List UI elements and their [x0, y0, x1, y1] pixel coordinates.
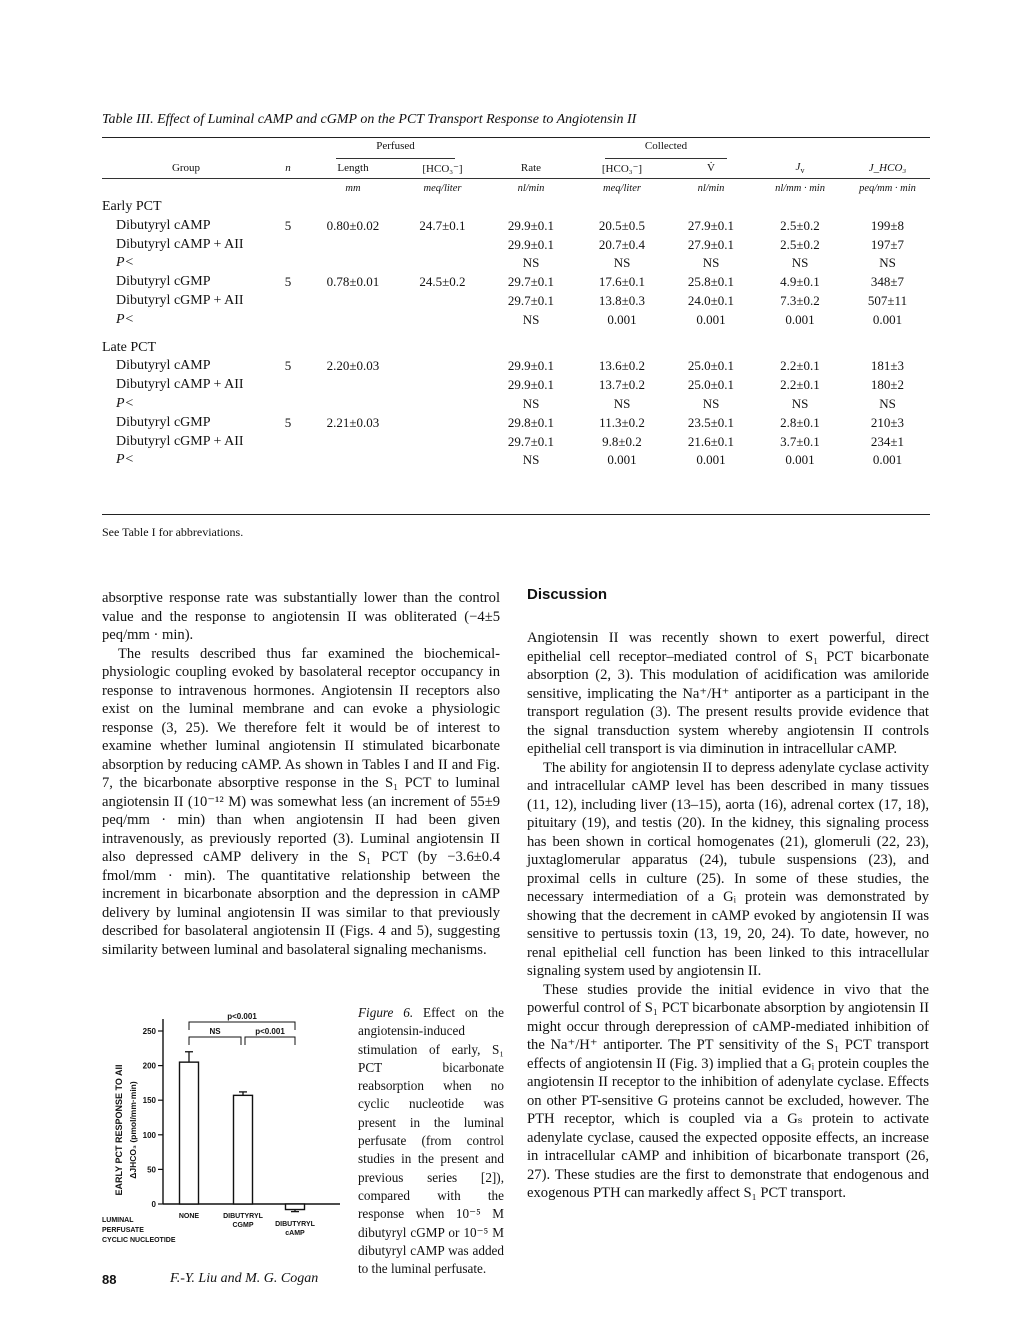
table-cell: 25.0±0.1: [687, 377, 735, 393]
significance-label: NS: [209, 1027, 221, 1036]
table-cell: 0.001: [607, 311, 637, 327]
table-cell: NS: [522, 452, 540, 468]
paragraph: Angiotensin II was recently shown to exert powerful, direct epithelial cell receptor–mediated control of S₁ PCT bicarbonate absorption (2, 3). This modulation of acidification was amiloride sensitive, implicating the Na⁺/H⁺ antiporter as a participant in the transport regulation (3). The present results provide evidence that the signal transduction system whereby angiotensin II controls epithelial cell transport is via diminution in intracellular cAMP.: [527, 630, 929, 757]
table-cell: [306, 376, 400, 395]
table-cell: 5: [284, 217, 292, 233]
table-cell: 9.8±0.2: [602, 433, 642, 449]
table-cell: 0.001: [696, 452, 726, 468]
group-header-perfused: Perfused: [336, 140, 455, 159]
left-column-text: [102, 589, 500, 959]
running-footer-authors: F.-Y. Liu and M. G. Cogan: [170, 1271, 319, 1286]
table-cell: NS: [879, 255, 896, 271]
table-cell: Dibutyryl cGMP: [116, 414, 211, 430]
table-cell: 0.001: [872, 452, 903, 468]
table-cell: 2.8±0.1: [780, 414, 820, 430]
table-cell: 5: [284, 358, 292, 374]
table-cell: 4.9±0.1: [780, 274, 820, 290]
table-cell: NS: [879, 395, 896, 411]
table-cell: Dibutyryl cGMP + AII: [116, 292, 244, 308]
table-row: [102, 357, 930, 376]
table-cell: 24.5±0.2: [419, 274, 466, 290]
table-cell: [306, 432, 400, 451]
table-cell: 5: [284, 274, 292, 290]
paragraph: absorptive response rate was substantially lower than the control value and the response to angiotensin II was obliterated (−4±5 peq/mm · min).: [102, 590, 500, 643]
table-cell: 29.7±0.1: [507, 433, 555, 449]
table-cell: 13.8±0.3: [598, 292, 646, 308]
table-cell: 27.9±0.1: [687, 236, 735, 252]
significance-label: p<0.001: [227, 1012, 257, 1021]
table-cell: 7.3±0.2: [780, 292, 820, 308]
table-cell: 11.3±0.2: [599, 414, 645, 430]
table-cell: [270, 451, 306, 470]
table-cell: [270, 432, 306, 451]
category-label: NONE: [178, 1213, 200, 1220]
table-cell: [400, 413, 485, 432]
unit-header: meq/liter: [603, 182, 641, 194]
table-cell: 29.9±0.1: [507, 377, 555, 393]
table-top-rule: [102, 137, 930, 138]
group-header-collected: Collected: [605, 140, 727, 159]
table-cell: 348±7: [870, 274, 905, 290]
table-cell: [400, 395, 485, 414]
column-header: $J_v$: [795, 161, 805, 176]
table-cell: 17.6±0.1: [598, 274, 646, 290]
table-cell: 20.7±0.4: [598, 236, 646, 252]
table-cell: [400, 292, 485, 311]
table-cell: 2.2±0.1: [780, 358, 820, 374]
table-cell: NS: [702, 255, 720, 271]
section-row: [102, 198, 930, 217]
page-number: 88: [102, 1272, 117, 1287]
table-cell: 197±7: [870, 236, 905, 252]
table-cell: [270, 254, 306, 273]
table-cell: 0.80±0.02: [326, 217, 380, 233]
y-tick-label: 50: [147, 1165, 156, 1175]
table-cell: 21.6±0.1: [687, 433, 735, 449]
section-spacer: [102, 329, 930, 338]
table-cell: 29.7±0.1: [507, 292, 555, 308]
x-axis-label: CYCLIC NUCLEOTIDE: [102, 1237, 176, 1244]
y-tick-label: 200: [142, 1061, 156, 1071]
table-cell: 29.9±0.1: [507, 358, 555, 374]
table-cell: [270, 376, 306, 395]
table-cell: 5: [284, 414, 292, 430]
data-table: [102, 140, 930, 470]
table-cell: 234±1: [870, 433, 905, 449]
bar-0: [180, 1062, 199, 1204]
unit-header: [270, 178, 306, 197]
figure-caption: [358, 1004, 504, 1278]
column-header: V̇: [707, 162, 715, 175]
column-header: [HCO₃⁻]: [601, 162, 643, 175]
unit-header: nl/min: [697, 182, 725, 194]
discussion-text: [527, 629, 929, 1203]
column-header: n: [285, 162, 291, 175]
table-cell: [400, 310, 485, 329]
table-row: [102, 413, 930, 432]
table-cell: 25.0±0.1: [687, 358, 735, 374]
table-cell: P<: [116, 395, 134, 411]
table-cell: 20.5±0.5: [598, 217, 646, 233]
table-cell: 29.9±0.1: [507, 236, 555, 252]
table-cell: 24.0±0.1: [687, 292, 735, 308]
table-cell: [400, 432, 485, 451]
y-axis-label: EARLY PCT RESPONSE TO AII: [114, 1064, 124, 1196]
discussion-heading: Discussion: [527, 586, 608, 603]
table-cell: 29.7±0.1: [507, 274, 555, 290]
table-row: [102, 395, 930, 414]
y-axis-label-2: ΔJHCO₃ (pmol/mm·min): [128, 1081, 138, 1179]
unit-header: nl/mm · min: [775, 182, 825, 194]
table-row: [102, 432, 930, 451]
table-bottom-rule: [102, 514, 930, 515]
paragraph: These studies provide the initial evidence in vivo that the powerful control of S₁ PCT bicarbonate absorption by angiotensin II might occur through derepression of cAMP-mediated inhibition of the Na⁺/H⁺ antiporter. The PT sensitivity of the S₁ PCT transport effects of angiotensin II (Fig. 3) implied that a Gᵢ protein couples the angiotensin II receptor to the inhibition of adenylate cyclase. Effects on other PT-sensitive G proteins cannot be excluded, however. The PTH receptor, which is coupled via a Gₛ protein to activate adenylate cyclase, caused the expected opposite effects, an increase in intracellular cAMP and inhibition of bicarbonate transport (26, 27). These studies are the first to demonstrate that endogenous and exogenous PTH can markedly affect S₁ PCT transport.: [527, 981, 929, 1201]
table-row: [102, 254, 930, 273]
table-row: [102, 273, 930, 292]
table-cell: [400, 451, 485, 470]
y-tick-label: 250: [142, 1027, 156, 1036]
table-row: [102, 235, 930, 254]
category-label: DIBUTYRYL: [223, 1213, 263, 1220]
bar-1: [234, 1095, 253, 1204]
table-cell: [306, 395, 400, 414]
category-label: CGMP: [232, 1222, 254, 1229]
column-header: [HCO₃⁻]: [422, 162, 463, 175]
table-cell: 0.001: [785, 452, 815, 468]
table-cell: 27.9±0.1: [687, 217, 735, 233]
table-cell: 0.78±0.01: [326, 274, 380, 290]
table-cell: [270, 310, 306, 329]
section-row: [102, 338, 930, 357]
table-cell: [270, 292, 306, 311]
table-cell: [400, 376, 485, 395]
column-header: Group: [171, 162, 201, 175]
table-cell: 2.21±0.03: [326, 414, 380, 430]
significance-bracket: [245, 1037, 295, 1045]
table-cell: 181±3: [870, 358, 905, 374]
table-row: [102, 310, 930, 329]
column-header: Length: [337, 162, 369, 175]
table-row: [102, 451, 930, 470]
column-header: J_HCO₃: [868, 162, 907, 175]
bar-2: [286, 1204, 305, 1210]
table-cell: NS: [791, 395, 809, 411]
figure-6-bar-chart: [100, 1000, 352, 1252]
table-cell: NS: [702, 395, 720, 411]
table-cell: NS: [522, 395, 540, 411]
table-row: [102, 216, 930, 235]
paragraph: The ability for angiotensin II to depress adenylate cyclase activity and intracellular cAMP level has been described in many tissues (11, 12), including liver (13–15), aorta (16), adrenal cortex (17, 18), pituitary (19), and testis (20). In the kidney, this signaling process has been shown in cortical homogenates (21), glomeruli (22, 23), juxtaglomerular apparatus (24), tubule suspensions (23), and proximal cells in culture (25). In some of these studies, the necessary intermediation of a Gᵢ protein was demonstrated by showing that the decrement in cAMP evoked by angiotensin II was sensitive to pertussis toxin (13, 19, 20, 24). To date, however, no renal epithelial cell function has been linked to this intracellular signaling system used by angiotensin II.: [527, 759, 929, 979]
table-cell: [270, 395, 306, 414]
table-cell: 3.7±0.1: [780, 433, 820, 449]
y-tick-label: 150: [142, 1096, 156, 1106]
section-label: Early PCT: [102, 198, 162, 214]
category-label: DIBUTYRYL: [275, 1221, 315, 1228]
paragraph: The results described thus far examined the biochemical-physiologic coupling evoked by basolateral receptor occupancy in response to intravenous hormones. Angiotensin II receptors also exist on the luminal membrane and can evoke a physiologic response (3, 25). We therefore felt it would be of interest to examine whether luminal angiotensin II stimulated bicarbonate absorption by reducing cAMP. As shown in Tables I and II and Fig. 7, the bicarbonate absorptive response in the S₁ PCT to luminal angiotensin II (10⁻¹² M) was somewhat less (an increment of 55±9 peq/mm · min) than when angiotensin II had been given intravenously, as previously reported (3). Luminal angiotensin II also depressed cAMP delivery in the S₁ PCT (by −3.6±0.4 fmol/mm · min). The quantitative relationship between the increment in bicarbonate absorption and the depression in cAMP delivery by luminal angiotensin II was similar to that previously described for basolateral angiotensin II (Figs. 4 and 5), suggesting similarity between luminal and basolateral signaling mechanisms.: [102, 645, 500, 958]
table-cell: [306, 451, 400, 470]
table-cell: Dibutyryl cGMP: [116, 274, 211, 290]
table-note: See Table I for abbreviations.: [102, 525, 244, 539]
table-cell: 0.001: [607, 452, 637, 468]
table-cell: 2.5±0.2: [780, 217, 820, 233]
table-cell: Dibutyryl cAMP: [116, 358, 211, 374]
table-cell: 507±11: [867, 292, 908, 308]
table-cell: 210±3: [870, 414, 905, 430]
significance-label: p<0.001: [255, 1027, 285, 1036]
x-axis-label: PERFUSATE: [102, 1227, 144, 1234]
unit-header: peq/mm · min: [859, 182, 916, 194]
unit-header: nl/min: [517, 182, 545, 194]
table-cell: P<: [116, 311, 134, 327]
table-cell: [306, 235, 400, 254]
table-cell: P<: [116, 452, 134, 468]
table-cell: 25.8±0.1: [687, 274, 735, 290]
table-cell: NS: [613, 255, 631, 271]
table-cell: 2.2±0.1: [780, 377, 820, 393]
table-cell: 2.20±0.03: [326, 358, 380, 374]
table-cell: 0.001: [785, 311, 815, 327]
table-cell: [400, 235, 485, 254]
table-row: [102, 292, 930, 311]
table-cell: 29.9±0.1: [507, 217, 555, 233]
table-cell: 23.5±0.1: [687, 414, 735, 430]
table-cell: [270, 235, 306, 254]
category-label: cAMP: [285, 1230, 305, 1237]
table-cell: 0.001: [696, 311, 726, 327]
table-cell: [306, 292, 400, 311]
table-cell: 13.7±0.2: [598, 377, 646, 393]
table-cell: Dibutyryl cGMP + AII: [116, 433, 244, 449]
section-label: Late PCT: [102, 339, 157, 355]
table-cell: Dibutyryl cAMP + AII: [116, 377, 244, 393]
table-cell: P<: [116, 255, 134, 271]
table-cell: [306, 254, 400, 273]
caption-label: Figure 6.: [358, 1005, 414, 1020]
table-cell: NS: [791, 255, 809, 271]
table-cell: 0.001: [872, 311, 903, 327]
unit-header: meq/liter: [423, 182, 462, 194]
table-cell: Dibutyryl cAMP: [116, 217, 211, 233]
x-axis-label: LUMINAL: [102, 1217, 134, 1224]
table-cell: NS: [522, 255, 540, 271]
table-cell: Dibutyryl cAMP + AII: [116, 236, 244, 252]
table-cell: 2.5±0.2: [780, 236, 820, 252]
caption-text: Effect on the angiotensin-induced stimulation of early, S₁ PCT bicarbonate reabsorption when no cyclic nucleotide was present in the luminal perfusate (from control studies in the present and previous series [2]), compared with the response when 10⁻⁵ M dibutyryl cGMP or 10⁻⁵ M dibutyryl cAMP was added to the luminal perfusate.: [358, 1005, 504, 1277]
table-row: [102, 376, 930, 395]
y-tick-label: 100: [142, 1130, 156, 1140]
table-cell: 199±8: [870, 217, 905, 233]
unit-header: mm: [345, 182, 361, 194]
significance-bracket: [189, 1037, 241, 1045]
table-cell: [306, 310, 400, 329]
table-cell: 29.8±0.1: [507, 414, 555, 430]
column-header: Rate: [520, 162, 542, 175]
table-cell: [400, 357, 485, 376]
table-cell: 180±2: [870, 377, 905, 393]
table-cell: [400, 254, 485, 273]
table-cell: 24.7±0.1: [419, 217, 466, 233]
table-cell: 13.6±0.2: [598, 358, 646, 374]
y-tick-label: 0: [151, 1200, 156, 1209]
table-cell: NS: [613, 395, 631, 411]
unit-header: [102, 178, 270, 197]
table-cell: NS: [522, 311, 540, 327]
table-title: Table III. Effect of Luminal cAMP and cGMP on the PCT Transport Response to Angiotensin II: [102, 112, 637, 127]
